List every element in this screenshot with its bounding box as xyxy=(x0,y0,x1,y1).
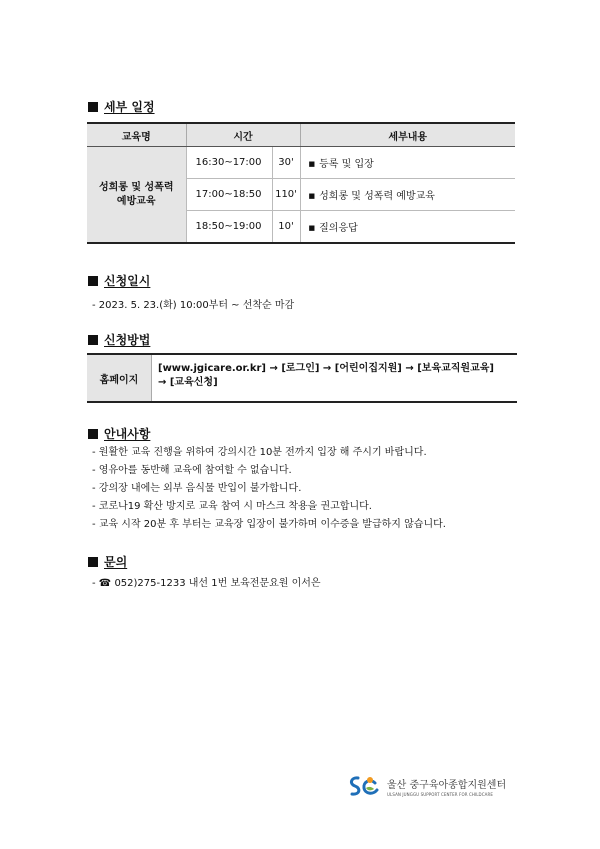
square-bullet-icon xyxy=(88,557,98,567)
square-bullet-icon xyxy=(88,102,98,112)
square-bullet-icon xyxy=(88,335,98,345)
notice-list xyxy=(92,444,446,534)
schedule-table xyxy=(87,122,515,244)
table-header-row xyxy=(87,123,515,147)
minutes-cell: 110' xyxy=(272,179,300,211)
list-item: - 코로나19 확산 방지로 교육 참여 시 마스크 착용을 권고합니다. xyxy=(92,501,372,512)
detail-cell: ■ 등록 및 입장 xyxy=(300,147,515,179)
center-logo-icon xyxy=(348,774,382,798)
section-title-application-date: 신청일시 xyxy=(88,272,150,289)
detail-cell: ■ 질의응답 xyxy=(308,223,358,234)
list-item: - 원활한 교육 진행을 위하여 강의시간 10분 전까지 입장 해 주시기 바랍니다. xyxy=(92,447,427,458)
time-cell: 16:30~17:00 xyxy=(186,147,272,179)
section-title-application-method: 신청방법 xyxy=(88,331,150,348)
method-label: 홈페이지 xyxy=(87,355,152,401)
contact-line: - ☎ 052)275-1233 내선 1번 보육전문요원 이서은 xyxy=(92,578,321,589)
list-item: - 영유아를 동반해 교육에 참여할 수 없습니다. xyxy=(92,465,292,476)
list-item: - 강의장 내에는 외부 음식물 반입이 불가합니다. xyxy=(92,483,302,494)
square-bullet-icon: ■ xyxy=(308,224,316,232)
time-cell: 18:50~19:00 xyxy=(186,211,272,244)
center-english-name: ULSAN JUNGGU SUPPORT CENTER FOR CHILDCARE xyxy=(387,791,493,797)
square-bullet-icon xyxy=(88,429,98,439)
center-logo xyxy=(348,774,506,798)
table-row xyxy=(87,147,515,179)
square-bullet-icon xyxy=(88,276,98,286)
header-detail: 세부내용 xyxy=(300,123,515,147)
square-bullet-icon: ■ xyxy=(308,160,316,168)
application-date-text: - 2023. 5. 23.(화) 10:00부터 ~ 선착순 마감 xyxy=(92,300,295,311)
section-title-contact: 문의 xyxy=(88,553,127,570)
method-steps-line1: [www.jgicare.or.kr] → [로그인] → [어린이집지원] → [보육교직원교육] xyxy=(158,363,494,374)
list-item: - 교육 시작 20분 후 부터는 교육장 입장이 불가하며 이수증을 발급하지 않습니다. xyxy=(92,519,446,530)
minutes-cell: 30' xyxy=(272,147,300,179)
contact-text: 052)275-1233 내선 1번 보육전문요원 이서은 xyxy=(111,578,321,589)
section-title-notices: 안내사항 xyxy=(88,425,150,442)
method-steps-line2: → [교육신청] xyxy=(158,377,218,388)
phone-icon: ☎ xyxy=(98,578,112,589)
section-title-schedule: 세부 일정 xyxy=(88,98,155,115)
header-time: 시간 xyxy=(186,123,300,147)
header-course: 교육명 xyxy=(87,123,186,147)
detail-cell: ■ 성희롱 및 성폭력 예방교육 xyxy=(300,179,515,211)
application-method-table xyxy=(87,353,517,403)
method-steps xyxy=(152,355,517,401)
course-name-cell: 성희롱 및 성폭력 예방교육 xyxy=(87,147,186,244)
square-bullet-icon: ■ xyxy=(308,192,316,200)
time-cell: 17:00~18:50 xyxy=(186,179,272,211)
minutes-cell: 10' xyxy=(272,211,300,244)
center-name: 울산 중구육아종합지원센터 xyxy=(387,779,507,791)
